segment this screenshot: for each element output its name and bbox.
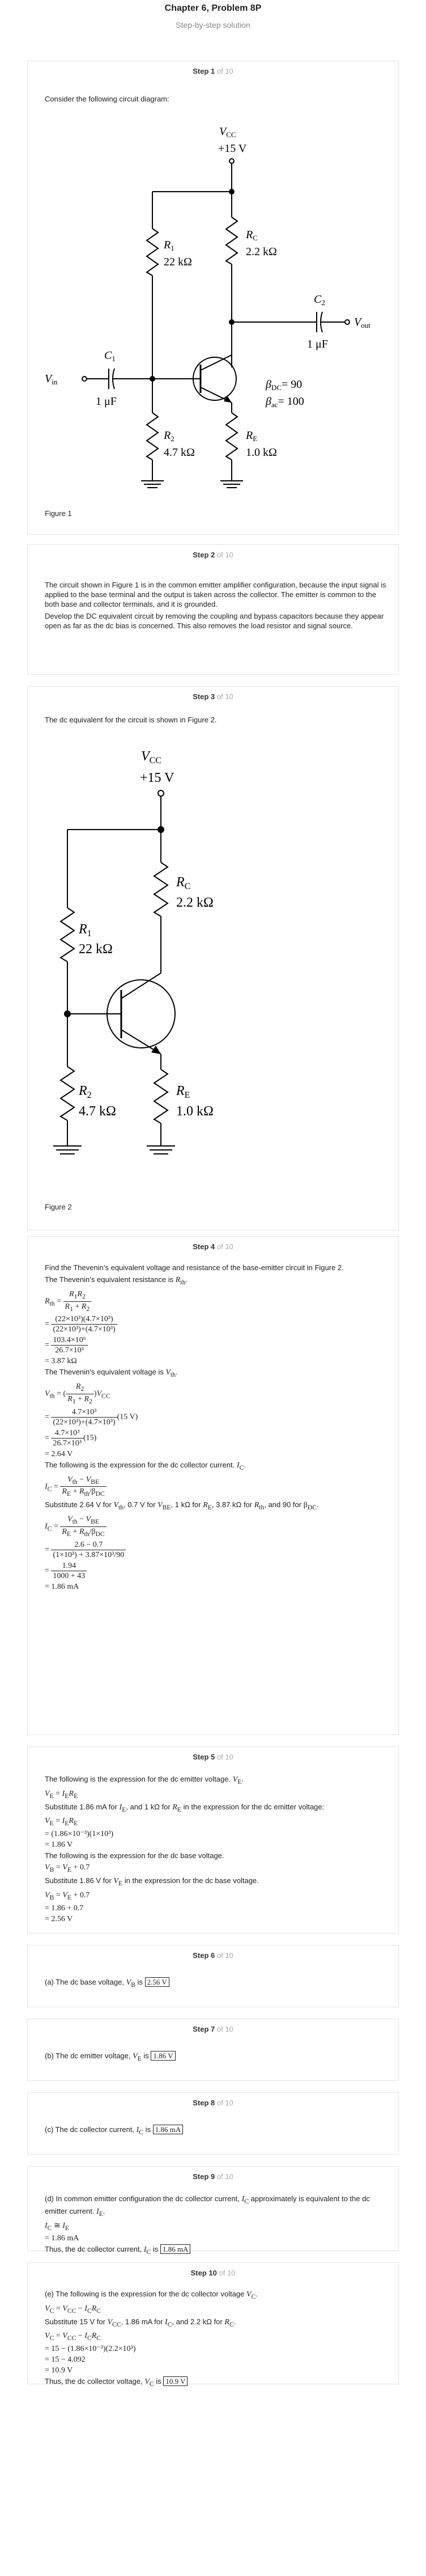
step-5-card <box>27 1746 399 1934</box>
r1-value: 22 kΩ <box>164 256 192 268</box>
step-3-title: Step 3 of 10 <box>193 692 233 701</box>
r1-label: $R_1$ <box>164 239 174 252</box>
step-5-para-3: The following is the expression for the dc base voltage. <box>45 1851 224 1860</box>
ve-eq-3: = (1.86×10⁻³)(1×10³) <box>45 1830 114 1839</box>
step-9-title: Step 9 of 10 <box>193 2172 233 2181</box>
r2-value-2: 4.7 kΩ <box>79 1104 116 1119</box>
step-2-para-2: Develop the DC equivalent circuit by removing the coupling and bypass capacitors because they appear open as far as the dc bias is concerned. This also removes the load resistor and signal source. <box>45 612 384 630</box>
rc-label-2: $R_C$ <box>176 875 191 891</box>
vout-label: $V_{out}$ <box>354 316 370 329</box>
step-4-para-4: The following is the expression for the dc collector current. $I_C$. <box>45 1460 246 1471</box>
answer-e: 10.9 V <box>163 2376 188 2386</box>
step-6-answer-line: (a) The dc base voltage, $V_B$ is 2.56 V <box>45 1977 387 1990</box>
c1-label: $C_1$ <box>104 349 116 363</box>
step-5-para-2: Substitute 1.86 mA for $I_E$, and 1 kΩ for $R_E$ in the expression for the dc emitter voltage: <box>45 1802 325 1813</box>
answer-c: 1.86 mA <box>153 2125 184 2134</box>
step-9-para-1: (d) In common emitter configuration the dc collector current, $I_C$ approximately is equivalent to the dc emitter current. $I_E$. <box>45 2194 370 2218</box>
vcc-label-2: $V_{CC}$ <box>141 749 162 765</box>
rth-eq-3: = $\frac{\text{103.4×10⁶}}{\text{26.7×10³}}$ <box>45 1335 387 1355</box>
page-title: Chapter 6, Problem 8P <box>164 3 262 13</box>
supply-label: +15 V <box>218 142 247 155</box>
beta-dc-label: $\beta_{DC}= 90$ <box>266 378 303 392</box>
ic-eq-3: = $\frac{2.6 - 0.7}{\text{(1×10³) + 3.87×10³/90}}$ <box>45 1540 387 1560</box>
step-2-para-1: The circuit shown in Figure 1 is in the common emitter amplifier configuration, because the input signal is applied to the base terminal and the output is taken across the collector. The emitter is common to the both base and collector terminals, and it is grounded. <box>45 581 386 608</box>
vth-eq-2: = $\frac{\text{4.7×10³}}{\text{(22×10³)+(4.7×10³)}}$ (15 V) <box>45 1407 138 1427</box>
rth-eq-1: $R_{th}$ = $\frac{R_1R_2}{R_1 + R_2}$ <box>45 1289 387 1314</box>
rth-eq-2: = $\frac{\text{(22×10³)(4.7×10³)}}{\text{(22×10³)+(4.7×10³)}}$ <box>45 1314 387 1334</box>
step-10-para-1: (e) The following is the expression for the dc collector voltage $V_C$. <box>45 2290 258 2300</box>
answer-d: 1.86 mA <box>160 2244 191 2254</box>
r2-label: $R_2$ <box>164 429 174 443</box>
step-3-text: The dc equivalent for the circuit is shown in Figure 2. <box>45 716 217 724</box>
step-10-title: Step 10 of 10 <box>190 2269 236 2277</box>
answer-b: 1.86 V <box>151 2051 175 2061</box>
step-4-para-1: Find the Thevenin’s equivalent voltage and resistance of the base-emitter circuit in Figure 2. <box>45 1263 344 1272</box>
re-label: $R_E$ <box>246 429 258 443</box>
r1-label-2: $R_1$ <box>79 922 92 938</box>
ve-eq-4: = 1.86 V <box>45 1841 73 1850</box>
step-4-para-3: The Thevenin’s equivalent voltage is $V_{th}$. <box>45 1368 178 1379</box>
rc-value: 2.2 kΩ <box>246 246 277 258</box>
circuit-figure-2 <box>28 732 399 1197</box>
re-value-2: 1.0 kΩ <box>176 1104 214 1119</box>
step-8-answer-line: (c) The dc collector current, $I_C$ is 1.86 mA <box>45 2125 387 2137</box>
step-4-para-5: Substitute 2.64 V for $V_{th}$, 0.7 V for $V_{BE}$, 1 kΩ for $R_E$, 3.87 kΩ for $R_{th}$, and 90 for $\beta_{DC}$. <box>45 1500 319 1511</box>
figure-1-caption: Figure 1 <box>45 509 72 518</box>
step-4-card <box>27 1236 399 1735</box>
vb-eq-2: $V_B = V_E + 0.7$ <box>45 1890 90 1901</box>
figure-2-caption: Figure 2 <box>45 1203 72 1211</box>
step-10-answer-line: Thus, the dc collector voltage, $V_C$ is 10.9 V <box>45 2376 387 2389</box>
step-4-para-2: The Thevenin’s equivalent resistance is $R_{th}$. <box>45 1275 188 1286</box>
step-2-title: Step 2 of 10 <box>193 551 233 559</box>
page-subtitle: Step-by-step solution <box>176 20 250 29</box>
step-6-title: Step 6 of 10 <box>193 1951 233 1960</box>
ic-ie-eq: $I_C$ ≅ $I_E$ <box>45 2221 69 2232</box>
vth-eq-4: = 2.64 V <box>45 1449 73 1458</box>
step-7-card <box>27 2019 399 2081</box>
ic-eq-4: = $\frac{1.94}{1000 + 43}$ <box>45 1561 387 1581</box>
ve-eq-2: $V_E = I_ER_E$ <box>45 1817 78 1828</box>
step-6-card <box>27 1945 399 2007</box>
vb-eq-1: $V_B = V_E + 0.7$ <box>45 1863 90 1873</box>
r2-value: 4.7 kΩ <box>164 446 195 459</box>
step-10-para-2: Substitute 15 V for $V_{CC}$, 1.86 mA for $I_C$, and 2.2 kΩ for $R_C$. <box>45 2317 236 2328</box>
re-label-2: $R_E$ <box>176 1084 190 1100</box>
step-9-card <box>27 2166 399 2256</box>
answer-a: 2.56 V <box>145 1977 169 1987</box>
vc-eq-4: = 15 − 4.092 <box>45 2355 86 2364</box>
step-8-title: Step 8 of 10 <box>193 2099 233 2107</box>
step-7-title: Step 7 of 10 <box>193 2025 233 2033</box>
step-4-title: Step 4 of 10 <box>193 1242 233 1251</box>
vcc-label: $V_{CC}$ <box>219 125 236 139</box>
r2-label-2: $R_2$ <box>79 1084 92 1100</box>
vin-label: $V_{in}$ <box>45 373 58 386</box>
step-8-card <box>27 2092 399 2155</box>
re-value: 1.0 kΩ <box>246 446 277 459</box>
step-2-card <box>27 544 399 675</box>
step-3-card <box>27 686 399 1230</box>
step-5-title: Step 5 of 10 <box>193 1753 233 1761</box>
c1-value: 1 μF <box>96 395 117 408</box>
vth-eq-1: $V_{th}$ = ( $\frac{R_2}{R_1 + R_2}$ )$V_{CC}$ <box>45 1382 110 1405</box>
c2-value: 1 μF <box>307 338 328 350</box>
supply-label-2: +15 V <box>140 771 174 785</box>
step-5-para-1: The following is the expression for the dc emitter voltage. $V_E$. <box>45 1775 244 1786</box>
circuit-figure-1 <box>28 107 399 515</box>
step-1-card <box>27 61 399 535</box>
c2-label: $C_2$ <box>314 293 325 307</box>
ic-eq-2: $I_C$ = $\frac{V_{th} - V_{BE}}{R_E + R_{th}/\beta_{DC}}$ <box>45 1515 387 1539</box>
r1-value-2: 22 kΩ <box>79 942 113 957</box>
ve-eq-1: $V_E = I_ER_E$ <box>45 1789 78 1800</box>
vc-eq-3: = 15 − (1.86×10⁻³)(2.2×10³) <box>45 2345 136 2354</box>
vth-eq-3: = $\frac{\text{4.7×10³}}{\text{26.7×10³}}$ (15) <box>45 1428 97 1448</box>
step-7-answer-line: (b) The dc emitter voltage, $V_E$ is 1.86 V <box>45 2051 387 2063</box>
ic-eq-5: = 1.86 mA <box>45 1582 79 1591</box>
ic-eq-1: $I_C$ = $\frac{V_{th} - V_{BE}}{R_E + R_{th}/\beta_{DC}}$ <box>45 1475 387 1499</box>
step-9-answer-line: Thus, the dc collector current, $I_C$ is 1.86 mA <box>45 2244 387 2257</box>
vc-eq-2: $V_C = V_{CC} - I_CR_C$ <box>45 2332 101 2342</box>
beta-ac-label: $\beta_{ac}= 100$ <box>266 395 304 409</box>
vc-eq-1: $V_C = V_{CC} - I_CR_C$ <box>45 2304 101 2315</box>
step-1-text: Consider the following circuit diagram: <box>45 95 169 103</box>
step-10-card <box>27 2262 399 2388</box>
vc-eq-5: = 10.9 V <box>45 2366 73 2375</box>
vb-eq-3: = 1.86 + 0.7 <box>45 1904 84 1913</box>
rc-label: $R_C$ <box>246 229 258 242</box>
vb-eq-4: = 2.56 V <box>45 1914 73 1923</box>
rc-value-2: 2.2 kΩ <box>176 895 214 910</box>
page-header <box>0 0 426 54</box>
step-1-title: Step 1 of 10 <box>193 67 233 75</box>
ic-ie-value: = 1.86 mA <box>45 2234 79 2243</box>
step-5-para-4: Substitute 1.86 V for $V_E$ in the expression for the dc base voltage. <box>45 1876 259 1887</box>
rth-eq-4: = 3.87 kΩ <box>45 1357 77 1366</box>
